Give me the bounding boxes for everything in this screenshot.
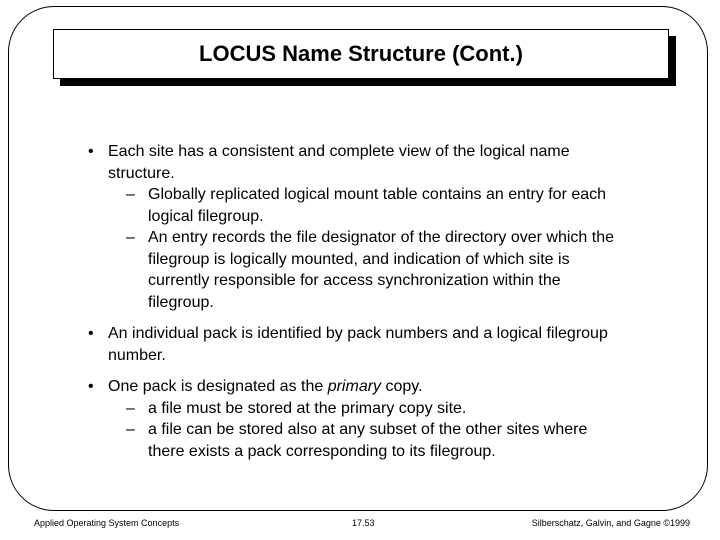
sub-item	[108, 184, 628, 227]
sub-text: a file can be stored also at any subset of the other sites where there exists a pack corresponding to its filegroup.	[148, 421, 588, 460]
bullet-text: An individual pack is identified by pack numbers and a logical filegroup number.	[108, 325, 608, 364]
slide-title: LOCUS Name Structure (Cont.)	[199, 41, 523, 66]
sub-item	[108, 398, 628, 420]
dash-icon: –	[126, 229, 135, 246]
sub-text: a file must be stored at the primary copy site.	[148, 399, 467, 417]
bullet-item	[88, 376, 628, 462]
bullet-text-end: copy.	[381, 378, 423, 395]
dash-icon: –	[126, 399, 135, 417]
sub-item	[108, 227, 628, 313]
bullet-item	[88, 323, 628, 366]
sub-text: An entry records the file designator of the directory over which the filegroup is logically mounted, and indication of which site is currently responsible for access synchronization within the filegroup.	[148, 229, 615, 311]
footer-slide-number: 17.53	[352, 518, 375, 528]
title-box	[53, 29, 669, 79]
bullet-item	[88, 141, 628, 313]
bullet-text	[108, 376, 628, 398]
footer-copyright: Silberschatz, Galvin, and Gagne ©1999	[531, 518, 690, 528]
dash-icon: –	[126, 186, 135, 203]
bullet-dot-icon: •	[88, 378, 94, 395]
footer-book-title: Applied Operating System Concepts	[34, 518, 180, 528]
sub-item	[108, 419, 628, 462]
bullet-dot-icon: •	[88, 143, 94, 160]
bullet-dot-icon: •	[88, 325, 94, 342]
dash-icon: –	[126, 421, 135, 438]
emphasis-primary: primary	[327, 378, 382, 395]
sub-text: Globally replicated logical mount table contains an entry for each logical filegroup.	[148, 186, 607, 225]
bullet-text: Each site has a consistent and complete view of the logical name structure.	[108, 143, 570, 182]
slide-content	[88, 141, 628, 472]
bullet-text-start: One pack is designated as the	[108, 378, 328, 395]
